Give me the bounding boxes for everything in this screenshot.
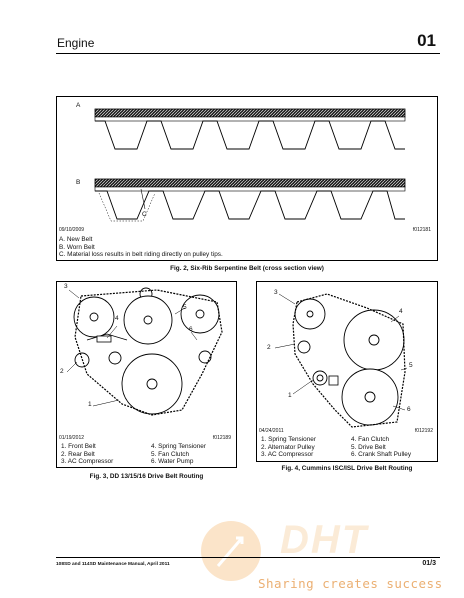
- fig4-legend: [261, 436, 441, 459]
- fig2-label-c: C: [142, 211, 147, 218]
- legend-item: 6. Water Pump: [151, 458, 194, 466]
- fig2-label-b: B: [76, 179, 81, 186]
- legend-item: 3. AC Compressor: [61, 458, 114, 466]
- fig3-callout-2: 2: [60, 368, 64, 375]
- fig3-legend: [61, 443, 261, 466]
- legend-item: 5. Fan Clutch: [151, 450, 190, 458]
- watermark-logo-icon: [196, 516, 266, 586]
- fig4-callout-6: 6: [407, 406, 411, 413]
- watermark-brand: DHT: [280, 518, 369, 562]
- chapter-number: 01: [417, 31, 436, 50]
- fig2-legend: [59, 236, 223, 259]
- fig3-callout-1: 1: [88, 401, 92, 408]
- fig3-callout-4: 4: [115, 315, 119, 322]
- fig4-date: 04/24/2011: [259, 428, 284, 434]
- fig3-callout-3: 3: [64, 283, 68, 290]
- legend-item: A. New Belt: [59, 236, 93, 243]
- fig2-date: 09/10/2009: [59, 227, 85, 233]
- fig3-caption: Fig. 3, DD 13/15/16 Drive Belt Routing: [89, 473, 204, 480]
- header-rule: [56, 53, 440, 54]
- fig4-callout-3: 3: [274, 289, 278, 296]
- fig4-drawing: [257, 282, 439, 432]
- fig4-callout-2: 2: [267, 344, 271, 351]
- legend-item: 5. Drive Belt: [351, 443, 386, 451]
- fig3-drawing: [57, 282, 238, 432]
- fig4-callout-1: 1: [288, 392, 292, 399]
- fig4-box: [256, 281, 438, 462]
- fig3-date: 01/19/2012: [59, 435, 85, 441]
- fig2-box: [56, 96, 438, 261]
- fig4-callout-4: 4: [399, 308, 403, 315]
- new-belt-section: [95, 109, 405, 149]
- fig2-drawing: [57, 97, 439, 237]
- footer-rule: [56, 557, 440, 558]
- footer-manual-title: 108SD and 114SD Maintenance Manual, April 2011: [56, 562, 170, 567]
- legend-item: C. Material loss results in belt riding directly on pulley tips.: [59, 251, 223, 259]
- fig4-callout-5: 5: [409, 362, 413, 369]
- footer-page-number: 01/3: [422, 560, 436, 567]
- fig3-figure-id: f012189: [212, 435, 231, 441]
- fig2-figure-id: f012181: [412, 227, 431, 233]
- legend-item: 4. Spring Tensioner: [151, 443, 206, 450]
- watermark-tagline: Sharing creates success: [258, 576, 443, 591]
- fig3-callout-5: 5: [183, 304, 187, 311]
- fig3-callout-6: 6: [189, 326, 193, 333]
- legend-item: 1. Spring Tensioner: [261, 436, 316, 443]
- legend-item: B. Worn Belt: [59, 243, 95, 251]
- legend-item: 2. Rear Belt: [61, 450, 95, 458]
- legend-item: 4. Fan Clutch: [351, 436, 390, 443]
- fig4-figure-id: f012192: [414, 428, 433, 434]
- legend-item: 2. Alternator Pulley: [261, 443, 315, 451]
- legend-item: 6. Crank Shaft Pulley: [351, 451, 412, 459]
- section-title: Engine: [57, 36, 95, 50]
- fig3-box: [56, 281, 237, 468]
- legend-item: 3. AC Compressor: [261, 451, 314, 459]
- legend-item: 1. Front Belt: [61, 443, 96, 450]
- fig4-caption: Fig. 4, Cummins ISC/ISL Drive Belt Routing: [281, 465, 413, 472]
- fig2-caption: Fig. 2, Six-Rib Serpentine Belt (cross section view): [170, 265, 324, 272]
- fig2-label-a: A: [76, 102, 81, 109]
